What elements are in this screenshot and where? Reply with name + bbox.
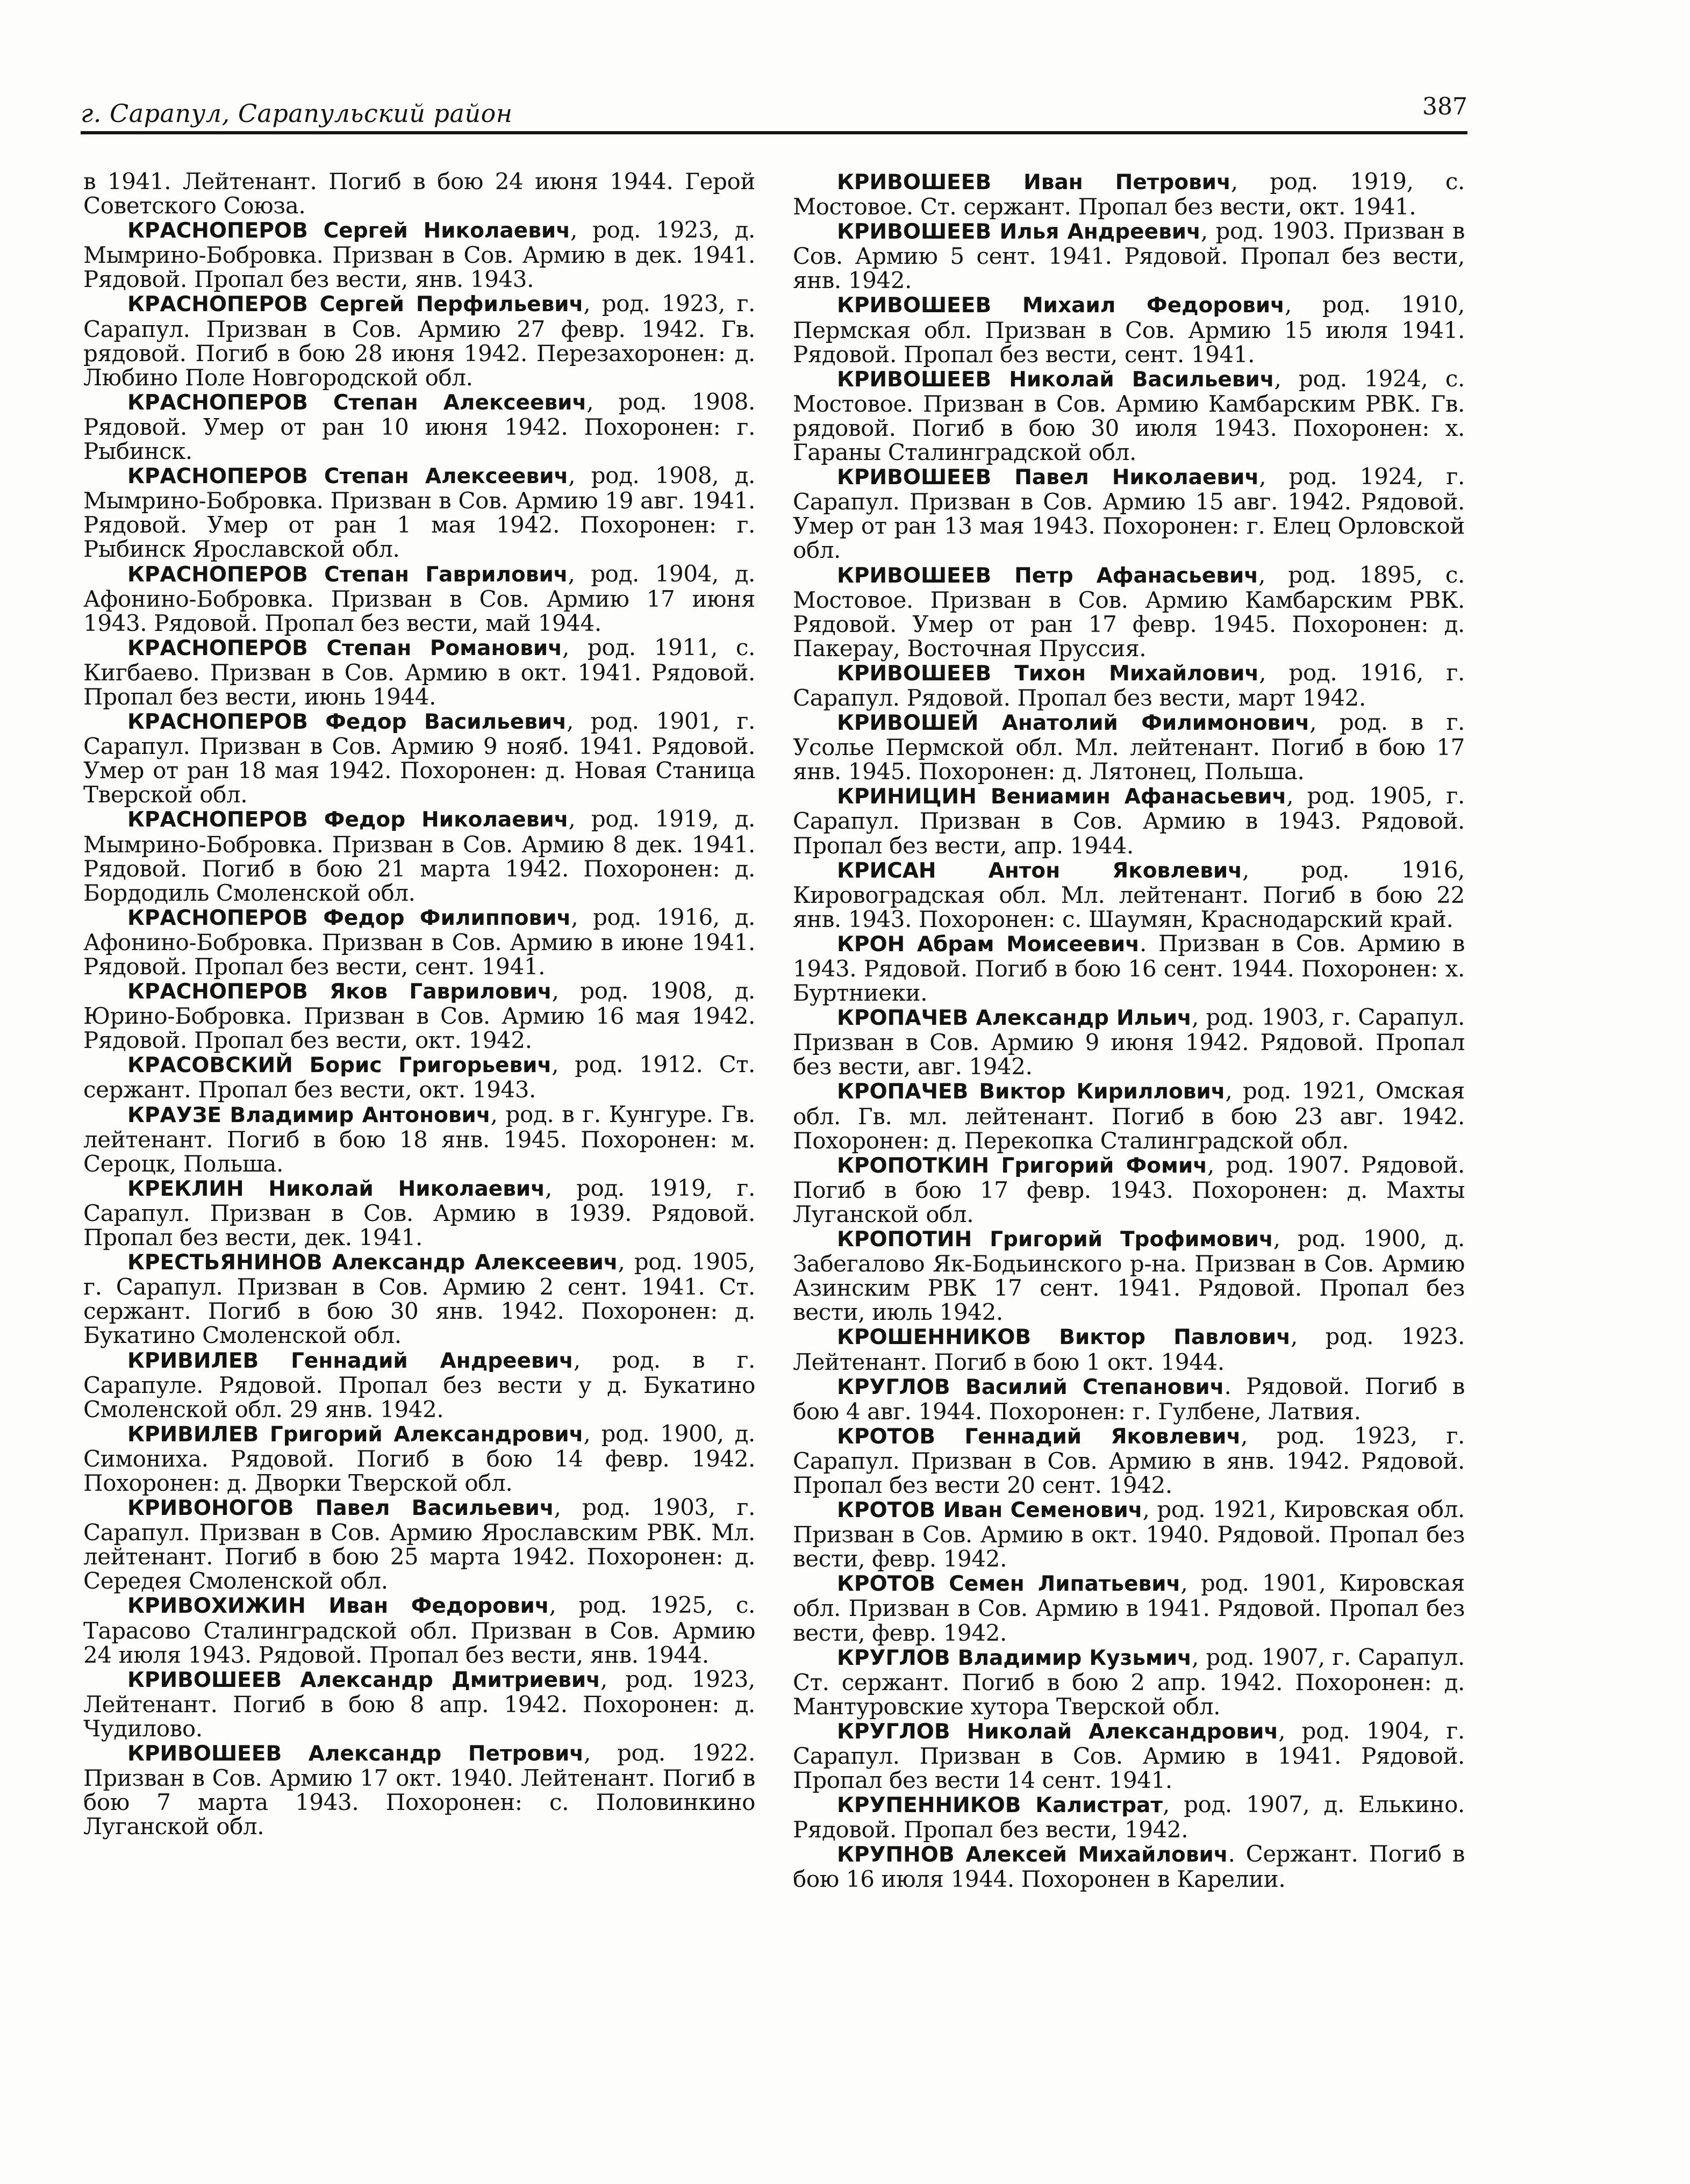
register-entry (793, 1424, 1465, 1497)
entry-text: , род. 1919, с. Мостовое. Ст. сержант. Пропал без вести, окт. 1941. (793, 168, 1465, 220)
register-entry (83, 562, 755, 635)
register-entry (793, 1153, 1465, 1226)
entry-name: КРОПОТИН Григорий Трофимович (837, 1227, 1273, 1252)
entry-text: . Рядовой. Погиб в бою 4 авг. 1944. Похоронен: г. Гулбене, Латвия. (793, 1373, 1465, 1425)
entry-name: КРОТОВ Геннадий Яковлевич (837, 1424, 1241, 1449)
entry-text: , род. 1903, г. Сарапул. Призван в Сов. Армию 9 июня 1942. Рядовой. Пропал без вести, авг. 1942. (793, 1004, 1465, 1080)
entry-name: КРАСНОПЕРОВ Яков Гаврилович (127, 980, 552, 1004)
left-column (83, 169, 755, 1996)
entry-text: , род. 1901, г. Сарапул. Призван в Сов. Армию 9 нояб. 1941. Рядовой. Умер от ран 18 мая 1942. Похоронен: д. Новая Станица Тверской обл. (83, 708, 755, 808)
entry-name: КРИНИЦИН Вениамин Афанасьевич (837, 785, 1287, 809)
register-entry (793, 1645, 1465, 1719)
register-entry (793, 1079, 1465, 1152)
entry-name: КРИВОШЕЕВ Иван Петрович (837, 170, 1231, 195)
entry-name: КРИСАН Антон Яковлевич (837, 858, 1243, 883)
register-entry (793, 292, 1465, 366)
entry-text: , род. в г. Усолье Пермской обл. Мл. лейтенант. Погиб в бою 17 янв. 1945. Похоронен: д. Лятонец, Польша. (793, 709, 1465, 785)
entry-text: , род. в г. Кунгуре. Гв. лейтенант. Погиб в бою 18 янв. 1945. Похоронен: м. Сероцк, Польша. (83, 1101, 755, 1177)
entry-name: КРАУЗЕ Владимир Антонович (127, 1103, 491, 1127)
register-entry (83, 979, 755, 1052)
entry-text: , род. 1904, д. Афонино-Бобровка. Призван в Сов. Армию 17 июня 1943. Рядовой. Пропал без вести, май 1944. (83, 560, 756, 636)
entry-text: , род. 1901, Кировская обл. Призван в Сов. Армию в 1941. Рядовой. Пропал без вести, февр. 1942. (793, 1570, 1465, 1646)
entry-name: КРАСНОПЕРОВ Степан Алексеевич (127, 464, 569, 489)
register-entry (793, 784, 1465, 857)
register-entry (793, 1497, 1465, 1571)
entry-text: , род. 1904, г. Сарапул. Призван в Сов. Армию в 1941. Рядовой. Пропал без вести 14 сент. 1941. (793, 1717, 1465, 1794)
register-entry (83, 807, 755, 904)
entry-name: КРАСНОПЕРОВ Сергей Николаевич (127, 219, 570, 243)
entry-name: КРУГЛОВ Николай Александрович (837, 1719, 1279, 1744)
running-title: г. Сарапул, Сарапульский район (81, 99, 513, 128)
entry-name: КРАСНОПЕРОВ Сергей Перфильевич (127, 292, 584, 317)
entry-text: , род. 1905, г. Сарапул. Призван в Сов. Армию в 1943. Рядовой. Пропал без вести, апр. 1944. (793, 782, 1465, 859)
register-entry (83, 1176, 755, 1249)
register-entry (83, 1249, 755, 1347)
entry-text: , род. 1908. Рядовой. Умер от ран 10 июня 1942. Похоронен: г. Рыбинск. (83, 388, 755, 465)
page-header (81, 81, 1467, 134)
entry-name: КРАСОВСКИЙ Борис Григорьевич (127, 1053, 552, 1078)
entry-text: , род. 1923, д. Мымрино-Бобровка. Призван в Сов. Армию в дек. 1941. Рядовой. Пропал без вести, янв. 1943. (83, 217, 756, 293)
entry-name: КРИВОШЕЕВ Павел Николаевич (837, 465, 1259, 490)
register-entry (83, 390, 755, 463)
register-entry (83, 1102, 755, 1176)
entry-text: , род. 1921, Омская обл. Гв. мл. лейтенант. Погиб в бою 23 авг. 1942. Похоронен: д. Перекопка Сталинградской обл. (793, 1077, 1465, 1154)
register-entry (83, 1421, 755, 1495)
entry-name: КРАСНОПЕРОВ Степан Гаврилович (127, 562, 568, 587)
register-entry (83, 218, 755, 291)
entry-name: КРАСНОПЕРОВ Степан Алексеевич (127, 390, 587, 415)
entry-text: , род. 1916, г. Сарапул. Рядовой. Пропал без вести, март 1942. (793, 659, 1465, 711)
entry-text: , род. 1907, г. Сарапул. Ст. сержант. Погиб в бою 2 апр. 1942. Похоронен: д. Мантуровские хутора Тверской обл. (793, 1643, 1465, 1720)
entry-text: , род. 1911, с. Кигбаево. Призван в Сов. Армию в окт. 1941. Рядовой. Пропал без вести, июнь 1944. (83, 634, 755, 710)
entry-name: КРОПОТКИН Григорий Фомич (837, 1153, 1208, 1178)
entry-name: КРИВОШЕЕВ Николай Васильевич (837, 367, 1274, 392)
register-entry (83, 635, 755, 709)
entry-text: . Призван в Сов. Армию в 1943. Рядовой. Погиб в бою 16 сент. 1944. Похоронен: х. Буртниеки. (793, 930, 1465, 1007)
entry-name: КРУПНОВ Алексей Михайлович (837, 1843, 1228, 1867)
entry-name: КРИВИЛЕВ Григорий Александрович (127, 1422, 584, 1447)
entry-text: , род. 1907, д. Елькино. Рядовой. Пропал без вести, 1942. (793, 1791, 1465, 1843)
register-entry (83, 291, 755, 389)
entry-text: , род. 1925, с. Тарасово Сталинградской обл. Призван в Сов. Армию 24 июля 1943. Рядовой. Пропал без вести, янв. 1944. (83, 1592, 755, 1668)
entry-text: , род. 1907. Рядовой. Погиб в бою 17 февр. 1943. Похоронен: д. Махты Луганской обл. (793, 1151, 1465, 1227)
right-column (793, 169, 1465, 1996)
entry-text: , род. 1908, д. Юрино-Бобровка. Призван в Сов. Армию 16 мая 1942. Рядовой. Пропал без вести, окт. 1942. (83, 978, 755, 1054)
entry-name: КРОПАЧЕВ Виктор Кириллович (837, 1080, 1226, 1104)
entry-name: КРИВОШЕЕВ Петр Афанасьевич (837, 563, 1259, 588)
register-entry (793, 660, 1465, 710)
entry-text: . Сержант. Погиб в бою 16 июля 1944. Похоронен в Карелии. (793, 1841, 1465, 1893)
entry-text: , род. 1923. Лейтенант. Погиб в бою 1 окт. 1944. (793, 1323, 1465, 1375)
register-entry (83, 463, 755, 561)
entry-text: , род. в г. Сарапуле. Рядовой. Пропал без вести у д. Букатино Смоленской обл. 29 янв. 1942. (83, 1346, 755, 1423)
register-entry (83, 905, 755, 979)
register-entry (793, 1719, 1465, 1792)
entry-text: , род. 1922. Призван в Сов. Армию 17 окт. 1940. Лейтенант. Погиб в бою 7 марта 1943. Похоронен: с. Половинкино Луганской обл. (83, 1740, 755, 1840)
register-entry (83, 1348, 755, 1421)
entry-name: КРАСНОПЕРОВ Федор Николаевич (127, 808, 569, 832)
entry-text: , род. 1924, с. Мостовое. Призван в Сов. Армию Камбарским РВК. Гв. рядовой. Погиб в бою 30 июля 1943. Похоронен: х. Гараны Сталинградской обл. (793, 365, 1465, 466)
entry-name: КРУПЕННИКОВ Калистрат (837, 1793, 1163, 1818)
register-entry (793, 1005, 1465, 1079)
register-entry (793, 219, 1465, 292)
register-entry (793, 1792, 1465, 1842)
entry-name: КРИВОШЕЙ Анатолий Филимонович (837, 711, 1310, 736)
register-entry (793, 464, 1465, 562)
register-entry (793, 858, 1465, 931)
register-entry (793, 169, 1465, 219)
register-entry (793, 1226, 1465, 1324)
register-entry (793, 367, 1465, 464)
entry-name: КРИВОХИЖИН Иван Федорович (127, 1594, 549, 1619)
register-entry (83, 1052, 755, 1102)
entry-name: КРЕКЛИН Николай Николаевич (127, 1176, 545, 1201)
register-entry (83, 709, 755, 807)
register-entry (83, 1667, 755, 1741)
register-entry (793, 710, 1465, 784)
entry-name: КРАСНОПЕРОВ Федор Васильевич (127, 710, 567, 735)
entry-text: , род. 1919, г. Сарапул. Призван в Сов. Армию в 1939. Рядовой. Пропал без вести, дек. 1941. (83, 1174, 755, 1251)
entry-text: , род. 1895, с. Мостовое. Призван в Сов. Армию Камбарским РВК. Рядовой. Умер от ран 17 февр. 1945. Похоронен: д. Пакерау, Восточная Пруссия. (793, 561, 1465, 662)
entry-text: , род. 1924, г. Сарапул. Призван в Сов. Армию 15 авг. 1942. Рядовой. Умер от ран 13 мая 1943. Похоронен: г. Елец Орловской обл. (793, 463, 1465, 564)
entry-text: , род. 1923, г. Сарапул. Призван в Сов. Армию 27 февр. 1942. Гв. рядовой. Погиб в бою 28 июня 1942. Перезахоронен: д. Любино Поле Новгородской обл. (83, 290, 755, 391)
entry-text: , род. 1923, Лейтенант. Погиб в бою 8 апр. 1942. Похоронен: д. Чудилово. (83, 1665, 755, 1742)
entry-name: КРУГЛОВ Василий Степанович (837, 1375, 1224, 1399)
entry-name: КРЕСТЬЯНИНОВ Александр Алексеевич (127, 1251, 618, 1275)
text-columns (83, 169, 1465, 1996)
register-entry (793, 1324, 1465, 1374)
entry-text: , род. 1903, г. Сарапул. Призван в Сов. Армию Ярославским РВК. Мл. лейтенант. Погиб в бою 25 марта 1942. Похоронен: д. Середея Смоленской обл. (83, 1494, 755, 1594)
entry-text: , род. 1923, г. Сарапул. Призван в Сов. Армию в янв. 1942. Рядовой. Пропал без вести 20 сент. 1942. (793, 1422, 1465, 1498)
entry-text: в 1941. Лейтенант. Погиб в бою 24 июня 1944. Герой Советского Союза. (83, 168, 755, 219)
entry-name: КРУГЛОВ Владимир Кузьмич (837, 1646, 1192, 1670)
entry-name: КРИВОШЕЕВ Тихон Михайлович (837, 661, 1259, 686)
register-entry (793, 931, 1465, 1005)
register-entry (793, 1374, 1465, 1424)
entry-name: КРИВОНОГОВ Павел Васильевич (127, 1496, 554, 1521)
entry-name: КРАСНОПЕРОВ Федор Филиппович (127, 906, 571, 930)
entry-text: , род. 1916, д. Афонино-Бобровка. Призван в Сов. Армию в июне 1941. Рядовой. Пропал без вести, сент. 1941. (83, 903, 756, 980)
entry-text: , род. 1921, Кировская обл. Призван в Сов. Армию в окт. 1940. Рядовой. Пропал без вести, февр. 1942. (793, 1496, 1465, 1572)
entry-name: КРОН Абрам Моисеевич (837, 932, 1140, 957)
register-entry (83, 1495, 755, 1593)
entry-name: КРОТОВ Семен Липатьевич (837, 1572, 1181, 1597)
register-entry (793, 1842, 1465, 1891)
entry-name: КРОПАЧЕВ Александр Ильич (837, 1006, 1192, 1031)
entry-name: КРИВОШЕЕВ Илья Андреевич (837, 220, 1201, 245)
register-entry (793, 1571, 1465, 1644)
entry-name: КРОШЕННИКОВ Виктор Павлович (837, 1325, 1291, 1350)
header-rule (81, 131, 1467, 134)
register-entry (83, 1593, 755, 1666)
page-number: 387 (1422, 93, 1467, 120)
entry-name: КРИВИЛЕВ Геннадий Андреевич (127, 1348, 574, 1373)
entry-continuation (83, 169, 755, 218)
entry-text: , род. 1919, д. Мымрино-Бобровка. Призван в Сов. Армию 8 дек. 1941. Рядовой. Погиб в бою 21 марта 1942. Похоронен: д. Бордодиль Смоленской обл. (83, 806, 756, 906)
entry-name: КРОТОВ Иван Семенович (837, 1498, 1143, 1523)
entry-text: , род. 1916, Кировоградская обл. Мл. лейтенант. Погиб в бою 22 янв. 1943. Похоронен: с. Шаумян, Краснодарский край. (793, 856, 1465, 932)
entry-name: КРИВОШЕЕВ Александр Петрович (127, 1742, 584, 1766)
entry-text: , род. 1910, Пермская обл. Призван в Сов. Армию 15 июля 1941. Рядовой. Пропал без вести, сент. 1941. (793, 291, 1465, 368)
register-entry (83, 1741, 755, 1838)
entry-name: КРИВОШЕЕВ Александр Дмитриевич (127, 1668, 600, 1692)
entry-name: КРИВОШЕЕВ Михаил Федорович (837, 293, 1285, 318)
entry-text: , род. 1900, д. Симониха. Рядовой. Погиб в бою 14 февр. 1942. Похоронен: д. Дворки Тверской обл. (83, 1420, 756, 1496)
entry-text: , род. 1908, д. Мымрино-Бобровка. Призван в Сов. Армию 19 авг. 1941. Рядовой. Умер от ран 1 мая 1942. Похоронен: г. Рыбинск Ярославской обл. (83, 462, 756, 563)
entry-name: КРАСНОПЕРОВ Степан Романович (127, 636, 562, 660)
entry-text: , род. 1903. Призван в Сов. Армию 5 сент. 1941. Рядовой. Пропал без вести, янв. 1942. (793, 218, 1465, 294)
entry-text: , род. 1912. Ст. сержант. Пропал без вести, окт. 1943. (83, 1051, 755, 1103)
entry-text: , род. 1905, г. Сарапул. Призван в Сов. Армию 2 сент. 1941. Ст. сержант. Погиб в бою 30 янв. 1942. Похоронен: д. Букатино Смоленской обл. (83, 1248, 755, 1349)
entry-text: , род. 1900, д. Забегалово Як-Бодьинского р-на. Призван в Сов. Армию Азинским РВК 17 сент. 1941. Рядовой. Пропал без вести, июль 1942. (793, 1225, 1465, 1326)
register-entry (793, 563, 1465, 660)
